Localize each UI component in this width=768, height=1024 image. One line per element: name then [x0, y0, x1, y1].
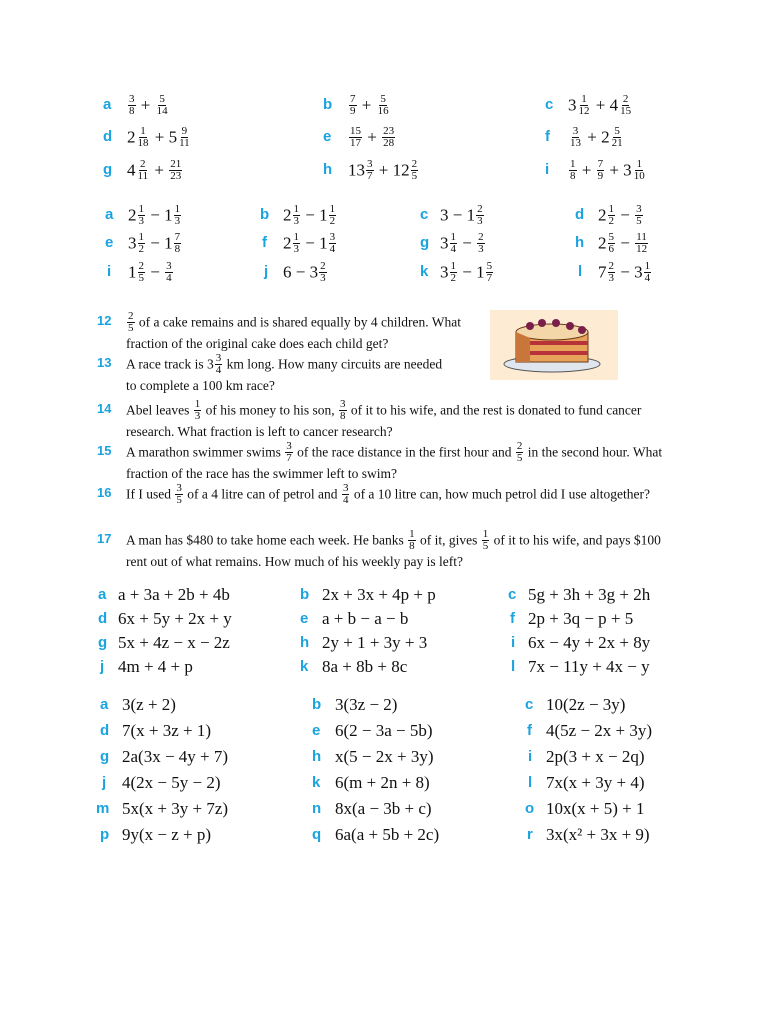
math-expression: $\frac{3}{8}$ + $\frac{5}{14}$ — [129, 93, 168, 117]
math-expression: 3 − 1 $\frac{2}{3}$ — [440, 203, 483, 227]
part-label: d — [103, 128, 113, 145]
math-expression: 2y + 1 + 3y + 3 — [322, 633, 428, 652]
question-number: 13 — [97, 355, 112, 370]
question-text: A marathon swimmer swims $\frac{3}{7}$ of the race distance in the first hour and $\frac{2}{5}$ in the second hour. What fraction of the race has the swimmer left to swim? — [126, 440, 663, 481]
part-label: q — [312, 826, 322, 843]
part-label: i — [107, 263, 112, 280]
math-expression: 2 $\frac{1}{2}$ − $\frac{3}{5}$ — [598, 203, 642, 227]
math-expression: 2p + 3q − p + 5 — [528, 609, 634, 628]
math-expression: 2 $\frac{1}{3}$ − 1 $\frac{3}{4}$ — [283, 231, 336, 255]
part-label: l — [511, 658, 516, 675]
part-label: i — [511, 634, 516, 651]
part-label: e — [105, 234, 114, 251]
math-expression: 2p(3 + x − 2q) — [546, 747, 645, 766]
part-label: l — [578, 263, 583, 280]
math-expression: 6 − 3 $\frac{2}{3}$ — [283, 260, 326, 284]
part-label: h — [312, 748, 322, 765]
part-label: b — [323, 96, 333, 113]
math-expression: 3 $\frac{1}{2}$ − 1 $\frac{5}{7}$ — [440, 260, 493, 284]
question-number: 17 — [97, 531, 112, 546]
question-number: 14 — [97, 401, 112, 416]
part-label: c — [420, 206, 429, 223]
question-text: If I used $\frac{3}{5}$ of a 4 litre can of petrol and $\frac{3}{4}$ of a 10 litre can, how much petrol did I use altogether? — [126, 482, 650, 506]
math-expression: 3(z + 2) — [122, 695, 176, 714]
math-expression: 7 $\frac{2}{3}$ − 3 $\frac{1}{4}$ — [598, 260, 651, 284]
part-label: d — [98, 610, 108, 627]
part-label: c — [545, 96, 554, 113]
math-expression: 3 $\frac{1}{4}$ − $\frac{2}{3}$ — [440, 231, 484, 255]
part-label: a — [103, 96, 112, 113]
math-expression: 4 $\frac{2}{11}$ + $\frac{21}{23}$ — [127, 158, 182, 182]
question-number: 12 — [97, 313, 112, 328]
math-expression: 7(x + 3z + 1) — [122, 721, 212, 740]
math-expression: 9y(x − z + p) — [122, 825, 212, 844]
part-label: h — [575, 234, 585, 251]
math-expression: $\frac{3}{13}$ + 2 $\frac{5}{21}$ — [570, 125, 623, 149]
math-expression: 6x + 5y + 2x + y — [118, 609, 232, 628]
math-expression: $\frac{15}{17}$ + $\frac{23}{28}$ — [350, 125, 395, 149]
math-expression: 13 $\frac{3}{7}$ + 12 $\frac{2}{5}$ — [348, 158, 418, 182]
math-expression: 4(5z − 2x + 3y) — [546, 721, 653, 740]
part-label: e — [312, 722, 321, 739]
math-expression: 2 $\frac{5}{6}$ − $\frac{11}{12}$ — [598, 231, 648, 255]
cake-illustration — [490, 310, 618, 380]
math-expression: 2 $\frac{1}{18}$ + 5 $\frac{9}{11}$ — [127, 125, 190, 149]
math-expression: 5x + 4z − x − 2z — [118, 633, 230, 652]
part-label: i — [545, 161, 550, 178]
math-expression: 3x(x² + 3x + 9) — [546, 825, 650, 844]
part-label: j — [100, 658, 105, 675]
question-text: A man has $480 to take home each week. He banks $\frac{1}{8}$ of it, gives $\frac{1}{5}$ of it to his wife, and pays $100 rent out of what remains. How much of his weekly pay is left? — [126, 528, 661, 569]
math-expression: 6a(a + 5b + 2c) — [335, 825, 440, 844]
math-expression: 6(2 − 3a − 5b) — [335, 721, 433, 740]
part-label: f — [527, 722, 532, 739]
part-label: c — [508, 586, 517, 603]
part-label: b — [312, 696, 322, 713]
part-label: g — [98, 634, 108, 651]
question-number: 15 — [97, 443, 112, 458]
question-text: A race track is 3 $\frac{3}{4}$ km long. How many circuits are needed to complete a 100 km race? — [126, 352, 443, 393]
part-label: e — [300, 610, 309, 627]
math-expression: 4(2x − 5y − 2) — [122, 773, 221, 792]
math-expression: 4m + 4 + p — [118, 657, 193, 676]
math-expression: 10x(x + 5) + 1 — [546, 799, 645, 818]
math-expression: 2x + 3x + 4p + p — [322, 585, 436, 604]
part-label: k — [312, 774, 321, 791]
part-label: f — [262, 234, 267, 251]
part-label: f — [545, 128, 550, 145]
part-label: j — [102, 774, 107, 791]
part-label: a — [98, 586, 107, 603]
math-expression: 8x(a − 3b + c) — [335, 799, 432, 818]
math-expression: 3(3z − 2) — [335, 695, 398, 714]
math-expression: 5g + 3h + 3g + 2h — [528, 585, 651, 604]
math-expression: 7x − 11y + 4x − y — [528, 657, 650, 676]
math-expression: 8a + 8b + 8c — [322, 657, 408, 676]
part-label: k — [300, 658, 309, 675]
part-label: n — [312, 800, 322, 817]
math-expression: 2a(3x − 4y + 7) — [122, 747, 229, 766]
part-label: a — [105, 206, 114, 223]
part-label: a — [100, 696, 109, 713]
math-expression: $\frac{7}{9}$ + $\frac{5}{16}$ — [350, 93, 389, 117]
part-label: i — [528, 748, 533, 765]
part-label: d — [575, 206, 585, 223]
part-label: c — [525, 696, 534, 713]
part-label: m — [96, 800, 110, 817]
part-label: g — [100, 748, 110, 765]
math-expression: x(5 − 2x + 3y) — [335, 747, 434, 766]
question-text: $\frac{2}{5}$ of a cake remains and is shared equally by 4 children. What fraction of the original cake does each child get? — [126, 310, 462, 351]
math-expression: a + 3a + 2b + 4b — [118, 585, 230, 604]
math-expression: 1 $\frac{2}{5}$ − $\frac{3}{4}$ — [128, 260, 172, 284]
math-expression: 3 $\frac{1}{2}$ − 1 $\frac{7}{8}$ — [128, 231, 181, 255]
part-label: g — [103, 161, 113, 178]
part-label: f — [510, 610, 515, 627]
math-expression: a + b − a − b — [322, 609, 409, 628]
part-label: o — [525, 800, 535, 817]
part-label: j — [264, 263, 269, 280]
math-expression: 7x(x + 3y + 4) — [546, 773, 645, 792]
question-number: 16 — [97, 485, 112, 500]
math-expression: 2 $\frac{1}{3}$ − 1 $\frac{1}{3}$ — [128, 203, 181, 227]
math-expression: 10(2z − 3y) — [546, 695, 626, 714]
math-expression: 3 $\frac{1}{12}$ + 4 $\frac{2}{15}$ — [568, 93, 632, 117]
part-label: k — [420, 263, 429, 280]
part-label: b — [300, 586, 310, 603]
part-label: e — [323, 128, 332, 145]
part-label: b — [260, 206, 270, 223]
math-expression: 6x − 4y + 2x + 8y — [528, 633, 651, 652]
math-expression: 6(m + 2n + 8) — [335, 773, 430, 792]
math-expression: 2 $\frac{1}{3}$ − 1 $\frac{1}{2}$ — [283, 203, 336, 227]
part-label: d — [100, 722, 110, 739]
math-expression: 5x(x + 3y + 7z) — [122, 799, 229, 818]
part-label: p — [100, 826, 110, 843]
part-label: r — [527, 826, 533, 843]
question-text: Abel leaves $\frac{1}{3}$ of his money to his son, $\frac{3}{8}$ of it to his wife, and the rest is donated to fund cancer research. What fraction is left to cancer research? — [126, 398, 642, 439]
part-label: h — [300, 634, 310, 651]
part-label: h — [323, 161, 333, 178]
part-label: g — [420, 234, 430, 251]
part-label: l — [528, 774, 533, 791]
math-expression: $\frac{1}{8}$ + $\frac{7}{9}$ + 3 $\frac{1}{10}$ — [570, 158, 645, 182]
